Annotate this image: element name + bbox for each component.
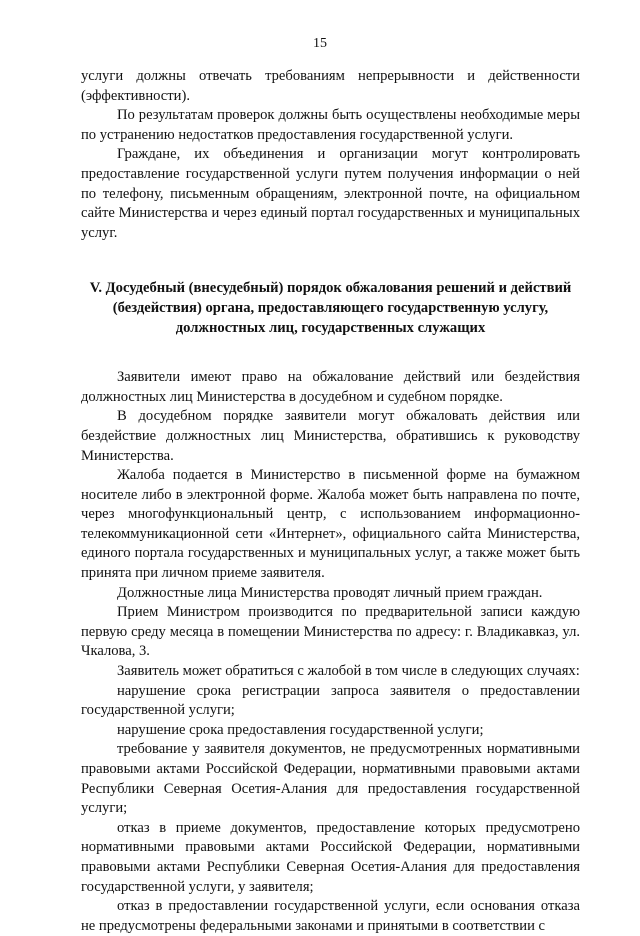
paragraph: отказ в приеме документов, предоставление которых предусмотрено нормативными правовыми актами Российской Федерации, нормативными правовыми актами Республики Северная Осетия-Алания для предоставления государственной услуги, у заявителя; [81,819,580,895]
paragraph: нарушение срока предоставления государственной услуги; [117,721,484,738]
paragraph: Граждане, их объединения и организации могут контролировать предоставление государственной услуги путем получения информации о ней по телефону, письменным обращениям, электронной почте, на официальном сайте Министерства и через единый портал государственных и муниципальных услуг. [81,146,580,241]
section-heading-line: должностных лиц, государственных служащих [175,319,486,336]
paragraph: Заявитель может обратиться с жалобой в том числе в следующих случаях: [117,663,580,680]
paragraph: отказ в предоставлении государственной услуги, если основания отказа не предусмотрены федеральными законами и принятыми в соответствии с [81,898,580,934]
paragraph: Заявители имеют право на обжалование действий или бездействия должностных лиц Министерства в досудебном и судебном порядке. [81,369,580,405]
paragraph: По результатам проверок должны быть осуществлены необходимые меры по устранению недостатков предоставления государственной услуги. [81,107,580,143]
section-heading [81,279,580,338]
paragraph: требование у заявителя документов, не предусмотренных нормативными правовыми актами Российской Федерации, нормативными правовыми актами Республики Северная Осетия-Алания для предоставления государственной услуги; [81,741,580,817]
paragraph: нарушение срока регистрации запроса заявителя о предоставлении государственной услуги; [81,682,580,719]
page-number: 15 [313,36,327,51]
paragraph: В досудебном порядке заявители могут обжаловать действия или бездействие должностных лиц Министерства, обратившись к руководству Министерства. [81,408,580,464]
section-heading-line: V. Досудебный (внесудебный) порядок обжалования решений и действий [89,280,572,297]
paragraph: Должностные лица Министерства проводят личный прием граждан. [117,584,543,601]
paragraph: Прием Министром производится по предварительной записи каждую первую среду месяца в помещении Министерства по адресу: г. Владикавказ, ул. Чкалова, 3. [81,604,580,660]
section-heading-line: (бездействия) органа, предоставляющего государственную услугу, [112,299,549,316]
document-body [81,67,580,936]
paragraph: Жалоба подается в Министерство в письменной форме на бумажном носителе либо в электронной форме. Жалоба может быть направлена по почте, через многофункциональный центр, с использованием информационно-телекоммуникационной сети «Интернет», официального сайта Министерства, единого портала государственных и муниципальных услуг, а также может быть принята при личном приеме заявителя. [81,467,580,582]
paragraph: услуги должны отвечать требованиям непрерывности и действенности (эффективности). [81,68,580,104]
